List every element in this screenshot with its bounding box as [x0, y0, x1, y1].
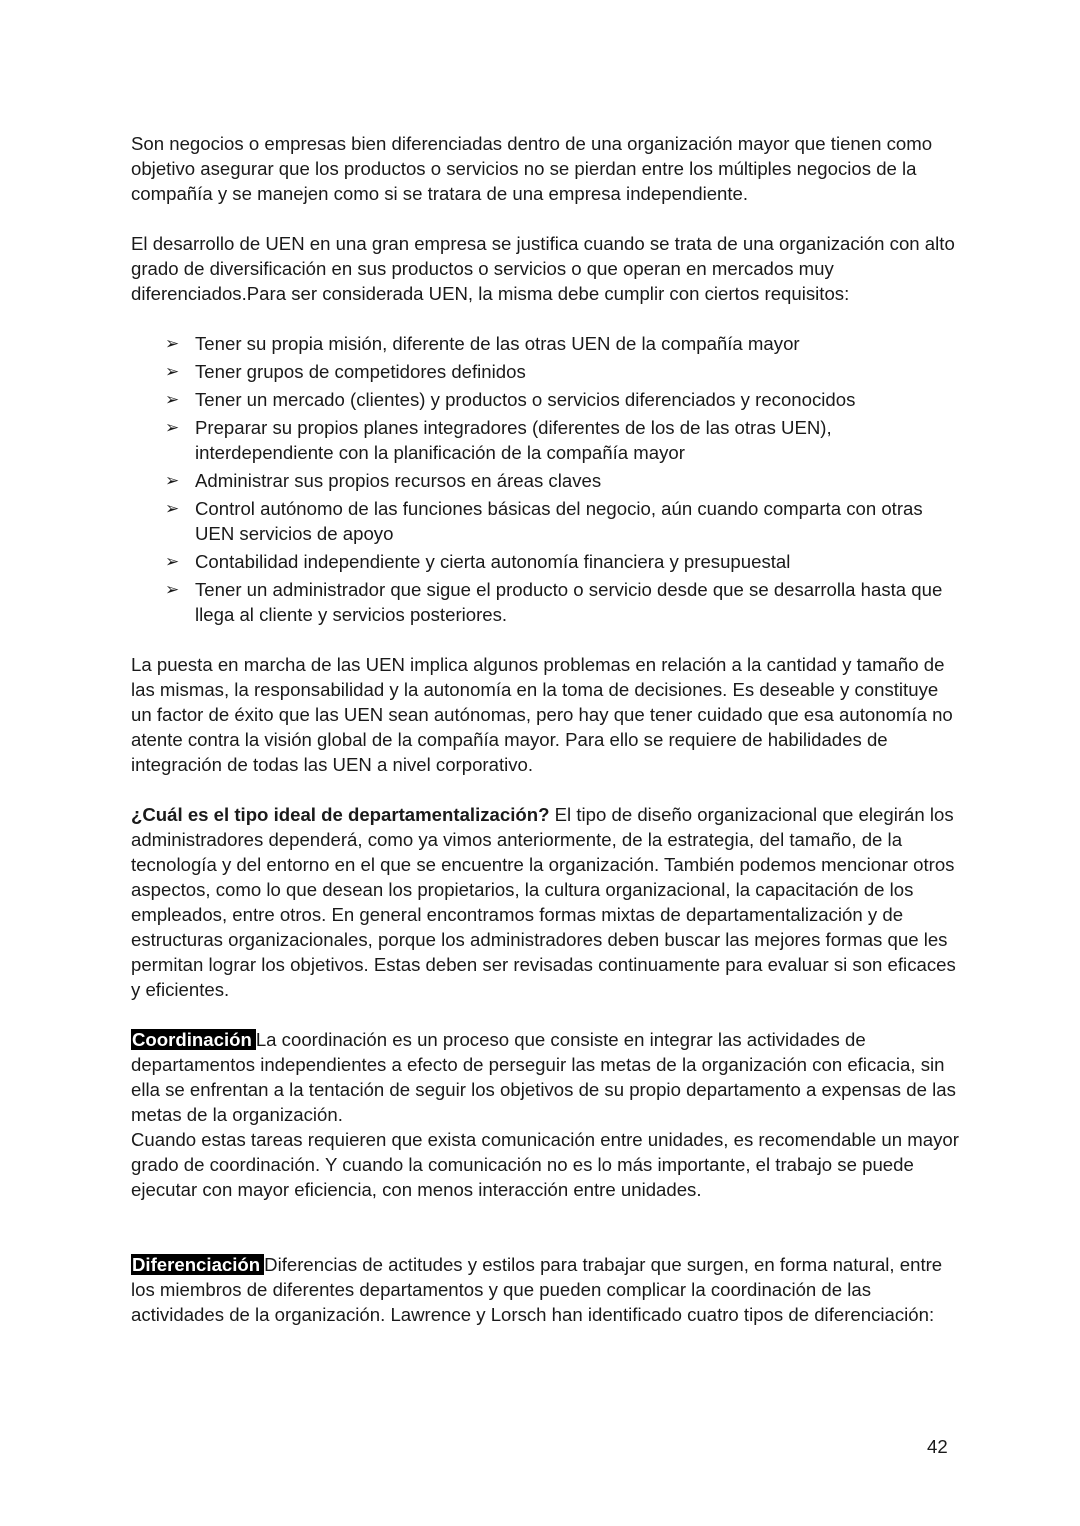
paragraph-coordination [131, 1027, 961, 1127]
arrowhead-bullet-icon: ➢ [165, 580, 180, 599]
arrowhead-bullet-icon: ➢ [165, 499, 180, 518]
list-item-text: Contabilidad independiente y cierta autonomía financiera y presupuestal [195, 551, 791, 572]
arrowhead-bullet-icon: ➢ [165, 418, 180, 437]
question-answer: El tipo de diseño organizacional que elegirán los administradores dependerá, como ya vimos anteriormente, de la estrategia, del tamaño, de la tecnología y del entorno en el que se encuentre la organización. También podemos mencionar otros aspectos, como lo que desean los propietarios, la cultura organizacional, la capacitación de los empleados, entre otros. En general encontramos formas mixtas de departamentalización y de estructuras organizacionales, porque los administradores deben buscar las mejores formas que les permitan lograr los objetivos. Estas deben ser revisadas continuamente para evaluar si son eficaces y eficientes. [131, 804, 956, 1000]
list-item-text: Control autónomo de las funciones básicas del negocio, aún cuando comparta con otras UEN servicios de apoyo [195, 498, 923, 544]
list-item [165, 549, 961, 574]
list-item-text: Preparar su propios planes integradores (diferentes de los de las otras UEN), interdependiente con la planificación de la compañía mayor [195, 417, 832, 463]
list-item [165, 415, 961, 465]
list-item-text: Tener un mercado (clientes) y productos o servicios diferenciados y reconocidos [195, 389, 856, 410]
arrowhead-bullet-icon: ➢ [165, 390, 180, 409]
coordination-definition: La coordinación es un proceso que consiste en integrar las actividades de departamentos independientes a efecto de perseguir las metas de la organización con eficacia, sin ella se enfrentan a la tentación de seguir los objetivos de su propio departamento a expensas de las metas de la organización. [131, 1029, 956, 1125]
list-item-text: Tener un administrador que sigue el producto o servicio desde que se desarrolla hasta que llega al cliente y servicios posteriores. [195, 579, 943, 625]
paragraph-uen-definition: Son negocios o empresas bien diferenciadas dentro de una organización mayor que tienen como objetivo asegurar que los productos o servicios no se pierdan entre los múltiples negocios de la compañía y se manejen como si se tratara de una empresa independiente. [131, 133, 933, 204]
term-differentiation-highlight: Diferenciación [131, 1254, 264, 1275]
arrowhead-bullet-icon: ➢ [165, 334, 180, 353]
list-item [165, 331, 961, 356]
term-coordination-highlight: Coordinación [131, 1029, 256, 1050]
paragraph-coordination-2: Cuando estas tareas requieren que exista comunicación entre unidades, es recomendable un mayor grado de coordinación. Y cuando la comunicación no es lo más importante, el trabajo se puede ejecutar con mayor eficiencia, con menos interacción entre unidades. [131, 1129, 959, 1200]
arrowhead-bullet-icon: ➢ [165, 362, 180, 381]
page-number: 42 [927, 1436, 948, 1457]
list-item-text: Tener su propia misión, diferente de las otras UEN de la compañía mayor [195, 333, 800, 354]
list-item [165, 359, 961, 384]
differentiation-definition: Diferencias de actitudes y estilos para trabajar que surgen, en forma natural, entre los miembros de diferentes departamentos y que pueden complicar la coordinación de las actividades de la organización. Lawrence y Lorsch han identificado cuatro tipos de diferenciación: [131, 1254, 943, 1325]
list-item [165, 387, 961, 412]
paragraph-differentiation [131, 1252, 961, 1327]
list-item-text: Tener grupos de competidores definidos [195, 361, 526, 382]
list-item-text: Administrar sus propios recursos en áreas claves [195, 470, 602, 491]
requirements-list [131, 331, 961, 627]
question-heading: ¿Cuál es el tipo ideal de departamentalización? [131, 804, 550, 825]
paragraph-ideal-departmentalization [131, 802, 961, 1002]
list-item [165, 577, 961, 627]
paragraph-uen-problems: La puesta en marcha de las UEN implica algunos problemas en relación a la cantidad y tamaño de las mismas, la responsabilidad y la autonomía en la toma de decisiones. Es deseable y constituye un factor de éxito que las UEN sean autónomas, pero hay que tener cuidado que esa autonomía no atente contra la visión global de la compañía mayor. Para ello se requiere de habilidades de integración de todas las UEN a nivel corporativo. [131, 654, 953, 775]
list-item [165, 496, 961, 546]
document-page [131, 131, 961, 1327]
arrowhead-bullet-icon: ➢ [165, 552, 180, 571]
paragraph-uen-justification: El desarrollo de UEN en una gran empresa se justifica cuando se trata de una organización con alto grado de diversificación en sus productos o servicios o que operan en mercados muy diferenciados.Para ser considerada UEN, la misma debe cumplir con ciertos requisitos: [131, 233, 955, 304]
arrowhead-bullet-icon: ➢ [165, 471, 180, 490]
section-spacer [131, 1202, 961, 1252]
list-item [165, 468, 961, 493]
